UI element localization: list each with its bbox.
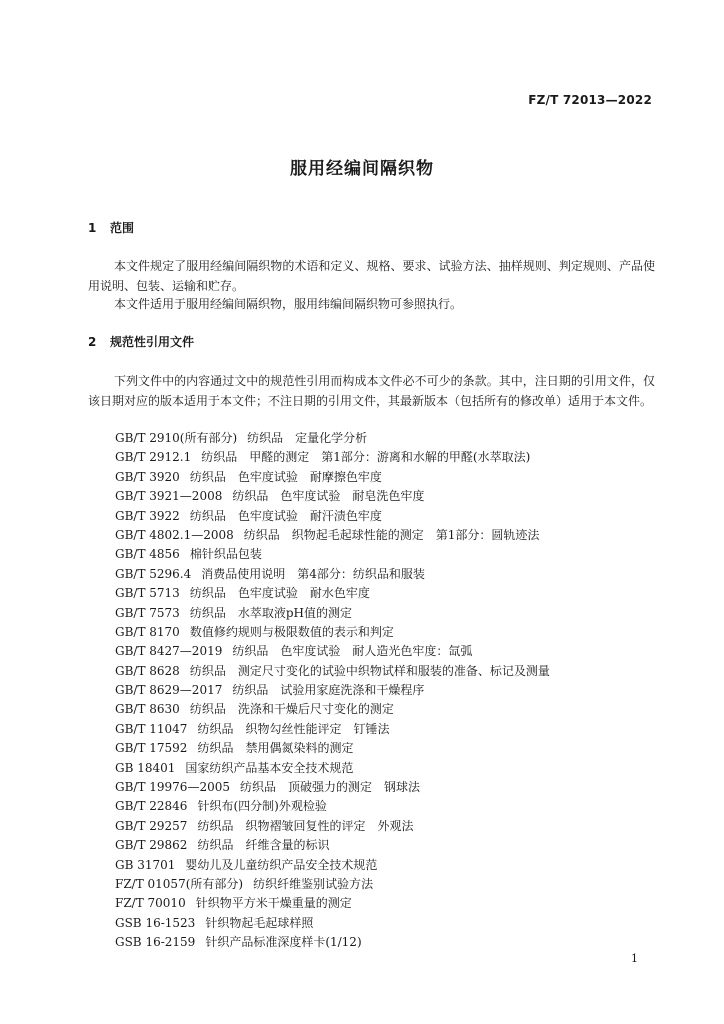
reference-code: GB/T 8629—2017: [115, 683, 223, 698]
reference-item: [115, 739, 550, 758]
reference-item: [115, 875, 550, 894]
reference-title: 纺织品 水萃取液pH值的测定: [189, 605, 352, 620]
reference-code: GB/T 5296.4: [115, 566, 192, 581]
reference-code: GB/T 7573: [115, 605, 180, 620]
section-title: 范围: [110, 221, 135, 235]
reference-item: [115, 662, 550, 681]
reference-code: GB 18401: [115, 760, 176, 775]
reference-item: [115, 545, 550, 564]
reference-code: GB/T 5713: [115, 586, 180, 601]
reference-item: [115, 681, 550, 700]
reference-title: 婴幼儿及儿童纺织产品安全技术规范: [185, 857, 378, 872]
reference-title: 针织布(四分制)外观检验: [197, 799, 327, 814]
reference-title: 纺织品 织物勾丝性能评定 钉锤法: [197, 721, 390, 736]
reference-title: 纺织品 色牢度试验 耐汗渍色牢度: [189, 508, 382, 523]
reference-item: [115, 642, 550, 661]
reference-item: [115, 856, 550, 875]
reference-code: GB/T 29862: [115, 838, 188, 853]
scope-paragraph-2: 本文件适用于服用经编间隔织物，服用纬编间隔织物可参照执行。: [114, 297, 463, 311]
reference-item: [115, 759, 550, 778]
reference-title: 纺织品 禁用偶氮染料的测定: [197, 741, 354, 756]
reference-code: GB/T 3920: [115, 469, 180, 484]
reference-title: 纺织品 色牢度试验 耐水色牢度: [189, 586, 370, 601]
reference-item: [115, 429, 550, 448]
reference-title: 纺织品 织物起毛起球性能的测定 第1部分：圆轨迹法: [243, 527, 540, 542]
standard-number: FZ/T 72013—2022: [528, 93, 652, 107]
reference-item: [115, 487, 550, 506]
reference-item: [115, 700, 550, 719]
reference-item: [115, 797, 550, 816]
reference-item: [115, 894, 550, 913]
reference-code: GSB 16-1523: [115, 915, 196, 930]
reference-item: [115, 565, 550, 584]
reference-item: [115, 720, 550, 739]
reference-item: [115, 448, 550, 467]
reference-title: 纺织品 顶破强力的测定 钢球法: [239, 780, 420, 795]
reference-title: 纺织品 色牢度试验 耐摩擦色牢度: [189, 469, 382, 484]
section-number: 2: [88, 335, 97, 349]
reference-code: GB/T 3922: [115, 508, 180, 523]
reference-title: 纺织品 测定尺寸变化的试验中织物试样和服装的准备、标记及测量: [189, 663, 550, 678]
reference-list: [115, 429, 550, 953]
reference-code: FZ/T 70010: [115, 896, 186, 911]
reference-code: GB/T 4856: [115, 547, 180, 562]
section-heading-normative-references: [88, 333, 194, 350]
reference-item: [115, 817, 550, 836]
reference-code: GB/T 2912.1: [115, 450, 192, 465]
reference-title: 针织产品标准深度样卡(1/12): [205, 935, 362, 950]
reference-code: GSB 16-2159: [115, 935, 196, 950]
reference-title: 纺织品 纤维含量的标识: [197, 838, 330, 853]
reference-title: 纺织品 色牢度试验 耐皂洗色牢度: [232, 489, 425, 504]
reference-title: 纺织品 洗涤和干燥后尺寸变化的测定: [189, 702, 394, 717]
reference-item: [115, 914, 550, 933]
reference-item: [115, 623, 550, 642]
reference-code: GB 31701: [115, 857, 176, 872]
reference-code: GB/T 11047: [115, 721, 188, 736]
section-heading-scope: [88, 219, 134, 236]
reference-code: GB/T 8628: [115, 663, 180, 678]
reference-code: GB/T 2910(所有部分): [115, 431, 238, 445]
reference-title: 国家纺织产品基本安全技术规范: [185, 760, 354, 775]
reference-item: [115, 507, 550, 526]
reference-code: GB/T 8427—2019: [115, 644, 223, 659]
scope-paragraph-1: 本文件规定了服用经编间隔织物的术语和定义、规格、要求、试验方法、抽样规则、判定规则、产品使用说明、包装、运输和贮存。: [88, 259, 655, 293]
reference-title: 棉针织品包装: [189, 547, 262, 562]
section-title: 规范性引用文件: [110, 335, 195, 349]
reference-item: [115, 604, 550, 623]
document-title: 服用经编间隔织物: [290, 159, 434, 179]
reference-item: [115, 526, 550, 545]
reference-title: 数值修约规则与极限数值的表示和判定: [189, 624, 394, 639]
reference-code: GB/T 3921—2008: [115, 489, 223, 504]
reference-code: GB/T 29257: [115, 818, 188, 833]
reference-item: [115, 836, 550, 855]
reference-code: FZ/T 01057(所有部分): [115, 876, 244, 891]
reference-code: GB/T 8170: [115, 624, 180, 639]
page-number: 1: [631, 952, 638, 965]
reference-code: GB/T 17592: [115, 741, 188, 756]
reference-code: GB/T 22846: [115, 799, 188, 814]
reference-item: [115, 778, 550, 797]
reference-title: 针织物平方米干燥重量的测定: [195, 896, 352, 911]
references-intro-paragraph: 下列文件中的内容通过文中的规范性引用而构成本文件必不可少的条款。其中，注日期的引用文件，仅该日期对应的版本适用于本文件；不注日期的引用文件，其最新版本（包括所有的修改单）适用于本文件。: [88, 374, 655, 408]
reference-title: 消费品使用说明 第4部分：纺织品和服装: [201, 566, 425, 581]
reference-title: 纺织品 试验用家庭洗涤和干燥程序: [232, 683, 425, 698]
reference-title: 纺织品 织物褶皱回复性的评定 外观法: [197, 818, 414, 833]
section-number: 1: [88, 221, 97, 235]
reference-item: [115, 584, 550, 603]
reference-item: [115, 468, 550, 487]
reference-title: 纺织品 色牢度试验 耐人造光色牢度：氙弧: [232, 644, 473, 659]
reference-code: GB/T 19976—2005: [115, 780, 230, 795]
reference-title: 纺织品 定量化学分析: [247, 431, 368, 445]
reference-title: 针织物起毛起球样照: [205, 915, 314, 930]
reference-title: 纺织纤维鉴别试验方法: [253, 876, 374, 891]
reference-code: GB/T 8630: [115, 702, 180, 717]
reference-code: GB/T 4802.1—2008: [115, 527, 234, 542]
reference-item: [115, 933, 550, 952]
reference-title: 纺织品 甲醛的测定 第1部分：游离和水解的甲醛(水萃取法): [201, 450, 531, 465]
